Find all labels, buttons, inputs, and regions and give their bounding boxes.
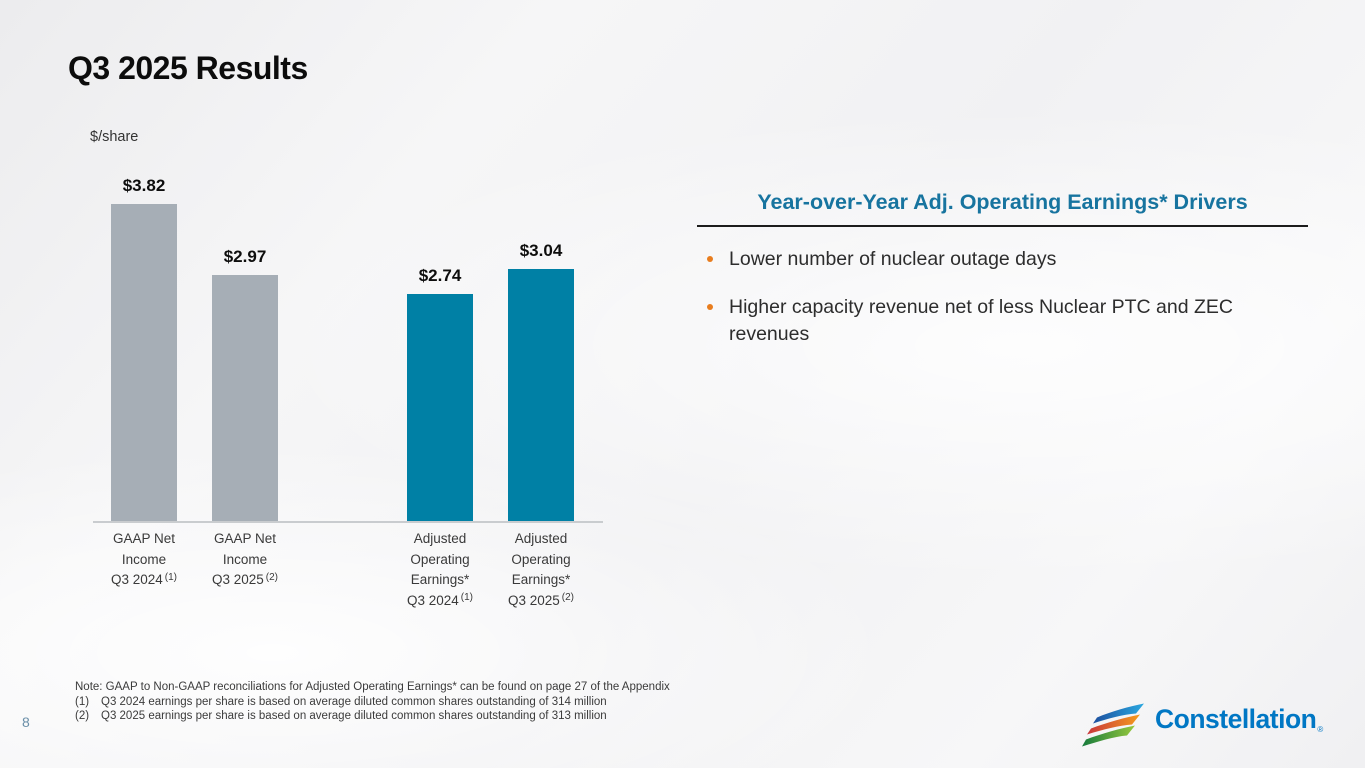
- footnote-marker: (2): [561, 592, 575, 603]
- bar-rect: [407, 294, 473, 522]
- x-axis-line: [93, 521, 603, 523]
- chart-unit-label: $/share: [90, 129, 139, 145]
- axis-label-gaap-q3-2024: GAAP Net Income Q3 2024 $^{(1)}$: [110, 531, 178, 587]
- bar-rect: [212, 275, 278, 522]
- drivers-bullet-list: [697, 246, 1308, 348]
- bar-value-label: $3.04: [519, 241, 563, 261]
- constellation-logo: [1081, 697, 1323, 748]
- axis-label-adjusted-q3-2025: Adjusted Operating Earnings* Q3 2025 $^{(2)}$: [507, 531, 575, 608]
- bar-value-label: $3.82: [122, 176, 166, 196]
- note-line: Note: GAAP to Non-GAAP reconciliations for Adjusted Operating Earnings* can be found on page 27 of the Appendix: [75, 681, 670, 693]
- footnote-marker: (1): [164, 571, 178, 583]
- bar-gaap-q3-2025: [212, 246, 278, 522]
- constellation-wordmark: Constellation®: [1155, 704, 1323, 734]
- bar-value-label: $2.74: [418, 266, 462, 286]
- bullet-text: Higher capacity revenue net of less Nuclear PTC and ZEC revenues: [729, 296, 1233, 345]
- bar-adjusted-q3-2025: [508, 241, 574, 522]
- axis-label-adjusted-q3-2024: Adjusted Operating Earnings* Q3 2024 $^{(1)}$: [406, 531, 474, 608]
- list-item: [707, 246, 1267, 273]
- bar-adjusted-q3-2024: [407, 266, 473, 522]
- axis-label-gaap-q3-2025: GAAP Net Income Q3 2025 $^{(2)}$: [211, 531, 279, 587]
- footnotes-block: [75, 680, 670, 724]
- bar-gaap-q3-2024: [111, 176, 177, 522]
- bar-chart: [93, 160, 603, 523]
- constellation-mark-icon: [1081, 701, 1151, 748]
- bar-rect: [111, 204, 177, 522]
- footnote-marker: (1): [75, 695, 90, 708]
- footnote-line: (1) Q3 2024 earnings per share is based on average diluted common shares outstanding of 314 million: [75, 695, 607, 708]
- page-number: 8: [22, 714, 30, 730]
- page-title: Q3 2025 Results: [68, 50, 308, 86]
- bullet-icon: [707, 256, 713, 262]
- footnote-marker: (2): [265, 571, 279, 583]
- footnote-line: (2) Q3 2025 earnings per share is based on average diluted common shares outstanding of 313 million: [75, 710, 607, 722]
- bar-value-label: $2.97: [223, 246, 267, 266]
- drivers-heading: Year-over-Year Adj. Operating Earnings* Drivers: [697, 190, 1308, 227]
- bar-rect: [508, 269, 574, 522]
- list-item: [707, 294, 1267, 348]
- registered-mark: ®: [1317, 725, 1323, 734]
- footnote-marker: (2): [75, 710, 90, 722]
- bullet-text: Lower number of nuclear outage days: [729, 248, 1057, 270]
- footnote-marker: (1): [460, 592, 474, 603]
- bullet-icon: [707, 304, 713, 310]
- drivers-panel: [697, 190, 1308, 369]
